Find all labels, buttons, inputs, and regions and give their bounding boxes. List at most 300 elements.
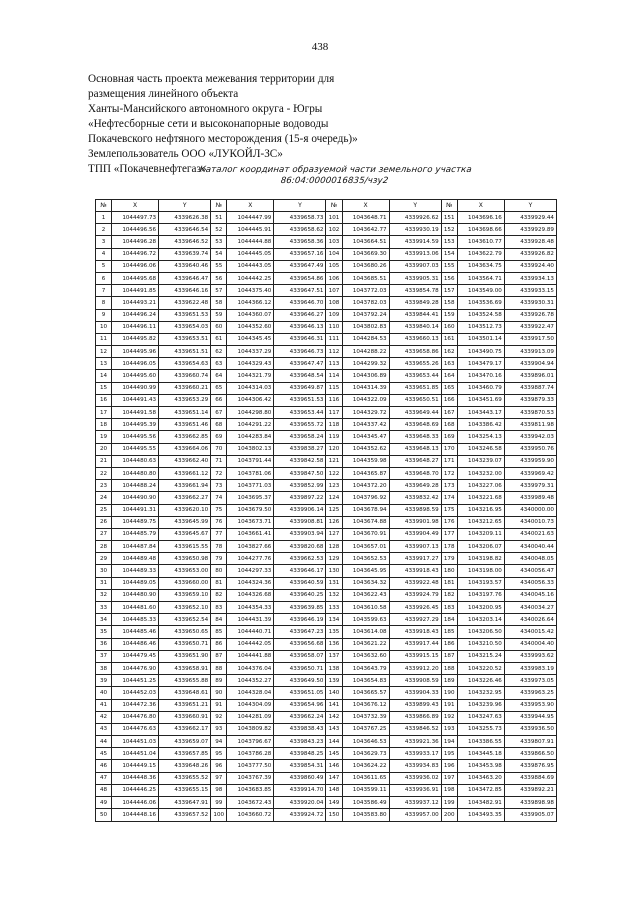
point-number-cell: 154: [441, 248, 457, 260]
table-row: [96, 687, 557, 699]
point-number-cell: 60: [211, 321, 227, 333]
point-number-cell: 43: [96, 723, 112, 735]
x-coordinate-cell: 1044452.03: [112, 687, 159, 699]
x-coordinate-cell: 1043198.82: [457, 553, 504, 565]
x-coordinate-cell: 1044375.40: [227, 285, 274, 297]
table-row: [96, 626, 557, 638]
point-number-cell: 130: [326, 565, 342, 577]
point-number-cell: 95: [211, 748, 227, 760]
x-coordinate-cell: 1044449.15: [112, 760, 159, 772]
point-number-cell: 180: [441, 565, 457, 577]
y-coordinate-cell: 4339646.47: [159, 272, 211, 284]
x-coordinate-cell: 1044288.22: [342, 346, 389, 358]
x-coordinate-cell: 1043809.82: [227, 723, 274, 735]
x-coordinate-cell: 1044321.79: [227, 370, 274, 382]
point-number-cell: 191: [441, 699, 457, 711]
x-coordinate-cell: 1043732.39: [342, 711, 389, 723]
point-number-cell: 170: [441, 443, 457, 455]
point-number-cell: 17: [96, 407, 112, 419]
y-coordinate-cell: 4339807.91: [504, 736, 556, 748]
x-coordinate-cell: 1044329.43: [227, 358, 274, 370]
x-coordinate-cell: 1043679.50: [227, 504, 274, 516]
table-row: [96, 589, 557, 601]
point-number-cell: 88: [211, 662, 227, 674]
y-coordinate-cell: 4339660.00: [159, 577, 211, 589]
x-coordinate-cell: 1043791.44: [227, 455, 274, 467]
x-coordinate-cell: 1043796.92: [342, 492, 389, 504]
x-coordinate-cell: 1043583.80: [342, 809, 389, 822]
x-coordinate-cell: 1043678.94: [342, 504, 389, 516]
y-coordinate-cell: 4339662.53: [274, 553, 326, 565]
point-number-cell: 190: [441, 687, 457, 699]
point-number-cell: 114: [326, 370, 342, 382]
point-number-cell: 31: [96, 577, 112, 589]
y-coordinate-cell: 4340048.05: [504, 553, 556, 565]
y-coordinate-cell: 4339640.25: [274, 589, 326, 601]
x-coordinate-cell: 1044326.68: [227, 589, 274, 601]
column-header: №: [326, 200, 342, 212]
x-coordinate-cell: 1044495.68: [112, 272, 159, 284]
x-coordinate-cell: 1043621.22: [342, 638, 389, 650]
x-coordinate-cell: 1044297.33: [227, 565, 274, 577]
y-coordinate-cell: 4339651.51: [159, 346, 211, 358]
point-number-cell: 127: [326, 528, 342, 540]
x-coordinate-cell: 1043247.63: [457, 711, 504, 723]
point-number-cell: 87: [211, 650, 227, 662]
point-number-cell: 22: [96, 467, 112, 479]
y-coordinate-cell: 4339926.62: [389, 212, 441, 224]
y-coordinate-cell: 4339898.98: [504, 797, 556, 809]
y-coordinate-cell: 4339918.43: [389, 565, 441, 577]
table-row: [96, 711, 557, 723]
y-coordinate-cell: 4339646.70: [274, 297, 326, 309]
x-coordinate-cell: 1044352.62: [342, 443, 389, 455]
x-coordinate-cell: 1043209.11: [457, 528, 504, 540]
point-number-cell: 192: [441, 711, 457, 723]
y-coordinate-cell: 4339846.52: [389, 723, 441, 735]
y-coordinate-cell: 4339922.47: [504, 321, 556, 333]
y-coordinate-cell: 4339840.14: [389, 321, 441, 333]
y-coordinate-cell: 4339936.02: [389, 772, 441, 784]
point-number-cell: 187: [441, 650, 457, 662]
x-coordinate-cell: 1044485.79: [112, 528, 159, 540]
table-row: [96, 492, 557, 504]
x-coordinate-cell: 1043652.53: [342, 553, 389, 565]
x-coordinate-cell: 1044298.80: [227, 407, 274, 419]
table-row: [96, 285, 557, 297]
y-coordinate-cell: 4339661.94: [159, 480, 211, 492]
y-coordinate-cell: 4339860.49: [274, 772, 326, 784]
point-number-cell: 10: [96, 321, 112, 333]
y-coordinate-cell: 4339650.71: [159, 638, 211, 650]
x-coordinate-cell: 1043674.88: [342, 516, 389, 528]
x-coordinate-cell: 1043802.83: [342, 321, 389, 333]
y-coordinate-cell: 4339927.29: [389, 614, 441, 626]
x-coordinate-cell: 1044489.75: [112, 516, 159, 528]
y-coordinate-cell: 4339646.16: [159, 285, 211, 297]
point-number-cell: 58: [211, 297, 227, 309]
header-line: ТПП «Покачевнефтегаз»: [88, 163, 207, 175]
point-number-cell: 194: [441, 736, 457, 748]
point-number-cell: 189: [441, 675, 457, 687]
x-coordinate-cell: 1043246.58: [457, 443, 504, 455]
x-coordinate-cell: 1044304.09: [227, 699, 274, 711]
x-coordinate-cell: 1043599.11: [342, 784, 389, 796]
point-number-cell: 20: [96, 443, 112, 455]
y-coordinate-cell: 4340026.64: [504, 614, 556, 626]
point-number-cell: 26: [96, 516, 112, 528]
y-coordinate-cell: 4339933.17: [389, 748, 441, 760]
x-coordinate-cell: 1043386.42: [457, 419, 504, 431]
y-coordinate-cell: 4339904.49: [389, 528, 441, 540]
x-coordinate-cell: 1043453.98: [457, 760, 504, 772]
table-row: [96, 297, 557, 309]
point-number-cell: 107: [326, 285, 342, 297]
x-coordinate-cell: 1044496.06: [112, 260, 159, 272]
y-coordinate-cell: 4339615.55: [159, 541, 211, 553]
point-number-cell: 70: [211, 443, 227, 455]
point-number-cell: 65: [211, 382, 227, 394]
point-number-cell: 14: [96, 370, 112, 382]
point-number-cell: 89: [211, 675, 227, 687]
x-coordinate-cell: 1043622.43: [342, 589, 389, 601]
column-header: Y: [389, 200, 441, 212]
y-coordinate-cell: 4339913.06: [389, 248, 441, 260]
table-row: [96, 784, 557, 796]
point-number-cell: 149: [326, 797, 342, 809]
table-row: [96, 407, 557, 419]
y-coordinate-cell: 4339651.85: [389, 382, 441, 394]
point-number-cell: 90: [211, 687, 227, 699]
point-number-cell: 179: [441, 553, 457, 565]
y-coordinate-cell: 4339649.50: [274, 675, 326, 687]
point-number-cell: 73: [211, 480, 227, 492]
table-row: [96, 419, 557, 431]
x-coordinate-cell: 1044481.60: [112, 602, 159, 614]
y-coordinate-cell: 4339914.70: [274, 784, 326, 796]
x-coordinate-cell: 1044451.04: [112, 748, 159, 760]
point-number-cell: 116: [326, 394, 342, 406]
header-line: Покачевского нефтяного месторождения (15-я очередь)»: [88, 133, 358, 145]
point-number-cell: 157: [441, 285, 457, 297]
point-number-cell: 86: [211, 638, 227, 650]
x-coordinate-cell: 1044352.27: [227, 675, 274, 687]
point-number-cell: 96: [211, 760, 227, 772]
point-number-cell: 171: [441, 455, 457, 467]
point-number-cell: 195: [441, 748, 457, 760]
point-number-cell: 169: [441, 431, 457, 443]
point-number-cell: 123: [326, 480, 342, 492]
y-coordinate-cell: 4339656.68: [274, 638, 326, 650]
point-number-cell: 166: [441, 394, 457, 406]
x-coordinate-cell: 1043669.30: [342, 248, 389, 260]
y-coordinate-cell: 4339907.03: [389, 260, 441, 272]
point-number-cell: 133: [326, 602, 342, 614]
y-coordinate-cell: 4340040.44: [504, 541, 556, 553]
column-header: X: [457, 200, 504, 212]
table-row: [96, 772, 557, 784]
y-coordinate-cell: 4339646.13: [274, 321, 326, 333]
point-number-cell: 147: [326, 772, 342, 784]
x-coordinate-cell: 1043665.57: [342, 687, 389, 699]
y-coordinate-cell: 4339649.28: [389, 480, 441, 492]
x-coordinate-cell: 1043664.51: [342, 236, 389, 248]
point-number-cell: 174: [441, 492, 457, 504]
point-number-cell: 92: [211, 711, 227, 723]
x-coordinate-cell: 1044496.11: [112, 321, 159, 333]
column-header: Y: [504, 200, 556, 212]
y-coordinate-cell: 4339866.50: [504, 748, 556, 760]
point-number-cell: 104: [326, 248, 342, 260]
point-number-cell: 54: [211, 248, 227, 260]
point-number-cell: 56: [211, 272, 227, 284]
point-number-cell: 33: [96, 602, 112, 614]
y-coordinate-cell: 4339854.31: [274, 760, 326, 772]
table-row: [96, 370, 557, 382]
x-coordinate-cell: 1043673.71: [227, 516, 274, 528]
table-row: [96, 346, 557, 358]
x-coordinate-cell: 1044314.03: [227, 382, 274, 394]
y-coordinate-cell: 4339662.85: [159, 431, 211, 443]
x-coordinate-cell: 1044337.42: [342, 419, 389, 431]
y-coordinate-cell: 4339648.70: [389, 467, 441, 479]
y-coordinate-cell: 4339660.21: [159, 382, 211, 394]
x-coordinate-cell: 1043683.85: [227, 784, 274, 796]
y-coordinate-cell: 4339652.10: [159, 602, 211, 614]
point-number-cell: 193: [441, 723, 457, 735]
y-coordinate-cell: 4339647.23: [274, 626, 326, 638]
coordinates-table-body: [96, 212, 557, 822]
point-number-cell: 125: [326, 504, 342, 516]
x-coordinate-cell: 1043643.79: [342, 662, 389, 674]
table-row: [96, 358, 557, 370]
column-header: №: [211, 200, 227, 212]
header-line: Основная часть проекта межевания территории для: [88, 73, 335, 85]
x-coordinate-cell: 1043629.73: [342, 748, 389, 760]
point-number-cell: 38: [96, 662, 112, 674]
point-number-cell: 36: [96, 638, 112, 650]
x-coordinate-cell: 1043210.50: [457, 638, 504, 650]
y-coordinate-cell: 4339660.91: [159, 711, 211, 723]
point-number-cell: 25: [96, 504, 112, 516]
y-coordinate-cell: 4339626.38: [159, 212, 211, 224]
x-coordinate-cell: 1044490.90: [112, 492, 159, 504]
point-number-cell: 151: [441, 212, 457, 224]
y-coordinate-cell: 4339659.10: [159, 589, 211, 601]
x-coordinate-cell: 1043827.66: [227, 541, 274, 553]
y-coordinate-cell: 4339811.98: [504, 419, 556, 431]
x-coordinate-cell: 1043206.50: [457, 626, 504, 638]
x-coordinate-cell: 1044448.36: [112, 772, 159, 784]
x-coordinate-cell: 1043220.52: [457, 662, 504, 674]
y-coordinate-cell: 4339654.86: [274, 272, 326, 284]
x-coordinate-cell: 1043685.51: [342, 272, 389, 284]
y-coordinate-cell: 4339649.44: [389, 407, 441, 419]
x-coordinate-cell: 1044306.42: [227, 394, 274, 406]
header-line: «Нефтесборные сети и высоконапорные водоводы: [88, 118, 329, 130]
point-number-cell: 100: [211, 809, 227, 822]
y-coordinate-cell: 4339655.15: [159, 784, 211, 796]
y-coordinate-cell: 4339905.31: [389, 272, 441, 284]
y-coordinate-cell: 4339917.50: [504, 333, 556, 345]
y-coordinate-cell: 4339907.13: [389, 541, 441, 553]
point-number-cell: 62: [211, 346, 227, 358]
y-coordinate-cell: 4339924.40: [504, 260, 556, 272]
x-coordinate-cell: 1044476.63: [112, 723, 159, 735]
column-header: №: [441, 200, 457, 212]
point-number-cell: 5: [96, 260, 112, 272]
x-coordinate-cell: 1044491.43: [112, 394, 159, 406]
x-coordinate-cell: 1043227.06: [457, 480, 504, 492]
x-coordinate-cell: 1044306.89: [342, 370, 389, 382]
table-row: [96, 467, 557, 479]
coordinates-table: [95, 199, 557, 822]
x-coordinate-cell: 1043696.16: [457, 212, 504, 224]
y-coordinate-cell: 4339934.13: [504, 272, 556, 284]
x-coordinate-cell: 1043470.16: [457, 370, 504, 382]
table-row: [96, 236, 557, 248]
x-coordinate-cell: 1043472.85: [457, 784, 504, 796]
x-coordinate-cell: 1043767.39: [227, 772, 274, 784]
y-coordinate-cell: 4339647.51: [274, 285, 326, 297]
x-coordinate-cell: 1043802.13: [227, 443, 274, 455]
y-coordinate-cell: 4339973.05: [504, 675, 556, 687]
point-number-cell: 146: [326, 760, 342, 772]
point-number-cell: 85: [211, 626, 227, 638]
y-coordinate-cell: 4339918.43: [389, 626, 441, 638]
point-number-cell: 185: [441, 626, 457, 638]
y-coordinate-cell: 4340056.33: [504, 577, 556, 589]
point-number-cell: 57: [211, 285, 227, 297]
point-number-cell: 29: [96, 553, 112, 565]
point-number-cell: 37: [96, 650, 112, 662]
point-number-cell: 16: [96, 394, 112, 406]
point-number-cell: 72: [211, 467, 227, 479]
point-number-cell: 110: [326, 321, 342, 333]
point-number-cell: 155: [441, 260, 457, 272]
x-coordinate-cell: 1044480.63: [112, 455, 159, 467]
y-coordinate-cell: 4339649.87: [274, 382, 326, 394]
point-number-cell: 172: [441, 467, 457, 479]
y-coordinate-cell: 4339870.53: [504, 407, 556, 419]
x-coordinate-cell: 1043622.79: [457, 248, 504, 260]
point-number-cell: 144: [326, 736, 342, 748]
table-row: [96, 602, 557, 614]
x-coordinate-cell: 1044476.90: [112, 662, 159, 674]
x-coordinate-cell: 1044495.60: [112, 370, 159, 382]
y-coordinate-cell: 4339993.62: [504, 650, 556, 662]
x-coordinate-cell: 1044372.20: [342, 480, 389, 492]
point-number-cell: 109: [326, 309, 342, 321]
x-coordinate-cell: 1044322.09: [342, 394, 389, 406]
point-number-cell: 102: [326, 224, 342, 236]
y-coordinate-cell: 4339648.61: [159, 687, 211, 699]
point-number-cell: 27: [96, 528, 112, 540]
x-coordinate-cell: 1043386.55: [457, 736, 504, 748]
y-coordinate-cell: 4339928.48: [504, 236, 556, 248]
x-coordinate-cell: 1044485.46: [112, 626, 159, 638]
point-number-cell: 47: [96, 772, 112, 784]
y-coordinate-cell: 4339926.45: [389, 602, 441, 614]
y-coordinate-cell: 4339930.19: [389, 224, 441, 236]
y-coordinate-cell: 4339905.07: [504, 809, 556, 822]
table-row: [96, 212, 557, 224]
y-coordinate-cell: 4339896.01: [504, 370, 556, 382]
x-coordinate-cell: 1043512.73: [457, 321, 504, 333]
y-coordinate-cell: 4339664.06: [159, 443, 211, 455]
table-row: [96, 614, 557, 626]
y-coordinate-cell: 4339906.14: [274, 504, 326, 516]
x-coordinate-cell: 1043782.03: [342, 297, 389, 309]
point-number-cell: 93: [211, 723, 227, 735]
x-coordinate-cell: 1043203.14: [457, 614, 504, 626]
x-coordinate-cell: 1043646.53: [342, 736, 389, 748]
x-coordinate-cell: 1044496.05: [112, 358, 159, 370]
point-number-cell: 145: [326, 748, 342, 760]
x-coordinate-cell: 1043198.00: [457, 565, 504, 577]
y-coordinate-cell: 4339849.28: [389, 297, 441, 309]
x-coordinate-cell: 1043443.17: [457, 407, 504, 419]
x-coordinate-cell: 1043695.37: [227, 492, 274, 504]
point-number-cell: 19: [96, 431, 112, 443]
y-coordinate-cell: 4339848.25: [274, 748, 326, 760]
y-coordinate-cell: 4339936.50: [504, 723, 556, 735]
y-coordinate-cell: 4339879.33: [504, 394, 556, 406]
x-coordinate-cell: 1043698.66: [457, 224, 504, 236]
y-coordinate-cell: 4339620.10: [159, 504, 211, 516]
x-coordinate-cell: 1044447.99: [227, 212, 274, 224]
y-coordinate-cell: 4339653.51: [159, 333, 211, 345]
point-number-cell: 69: [211, 431, 227, 443]
y-coordinate-cell: 4340015.42: [504, 626, 556, 638]
x-coordinate-cell: 1044487.84: [112, 541, 159, 553]
y-coordinate-cell: 4339820.68: [274, 541, 326, 553]
point-number-cell: 2: [96, 224, 112, 236]
x-coordinate-cell: 1043232.95: [457, 687, 504, 699]
point-number-cell: 135: [326, 626, 342, 638]
x-coordinate-cell: 1044291.22: [227, 419, 274, 431]
x-coordinate-cell: 1044451.25: [112, 675, 159, 687]
point-number-cell: 199: [441, 797, 457, 809]
table-row: [96, 565, 557, 577]
header-line: размещения линейного объекта: [88, 88, 239, 100]
x-coordinate-cell: 1044479.45: [112, 650, 159, 662]
x-coordinate-cell: 1044496.56: [112, 224, 159, 236]
x-coordinate-cell: 1043610.58: [342, 602, 389, 614]
x-coordinate-cell: 1043493.35: [457, 809, 504, 822]
table-row: [96, 675, 557, 687]
x-coordinate-cell: 1044496.72: [112, 248, 159, 260]
x-coordinate-cell: 1044284.53: [342, 333, 389, 345]
point-number-cell: 9: [96, 309, 112, 321]
y-coordinate-cell: 4339650.65: [159, 626, 211, 638]
point-number-cell: 121: [326, 455, 342, 467]
y-coordinate-cell: 4339844.41: [389, 309, 441, 321]
table-row: [96, 382, 557, 394]
y-coordinate-cell: 4339866.89: [389, 711, 441, 723]
y-coordinate-cell: 4339650.51: [389, 394, 441, 406]
point-number-cell: 79: [211, 553, 227, 565]
y-coordinate-cell: 4339842.58: [274, 455, 326, 467]
point-number-cell: 78: [211, 541, 227, 553]
x-coordinate-cell: 1043536.69: [457, 297, 504, 309]
x-coordinate-cell: 1043786.28: [227, 748, 274, 760]
catalog-title-block: [149, 165, 521, 187]
page-number: 438: [311, 41, 329, 53]
point-number-cell: 23: [96, 480, 112, 492]
y-coordinate-cell: 4340045.16: [504, 589, 556, 601]
table-row: [96, 748, 557, 760]
